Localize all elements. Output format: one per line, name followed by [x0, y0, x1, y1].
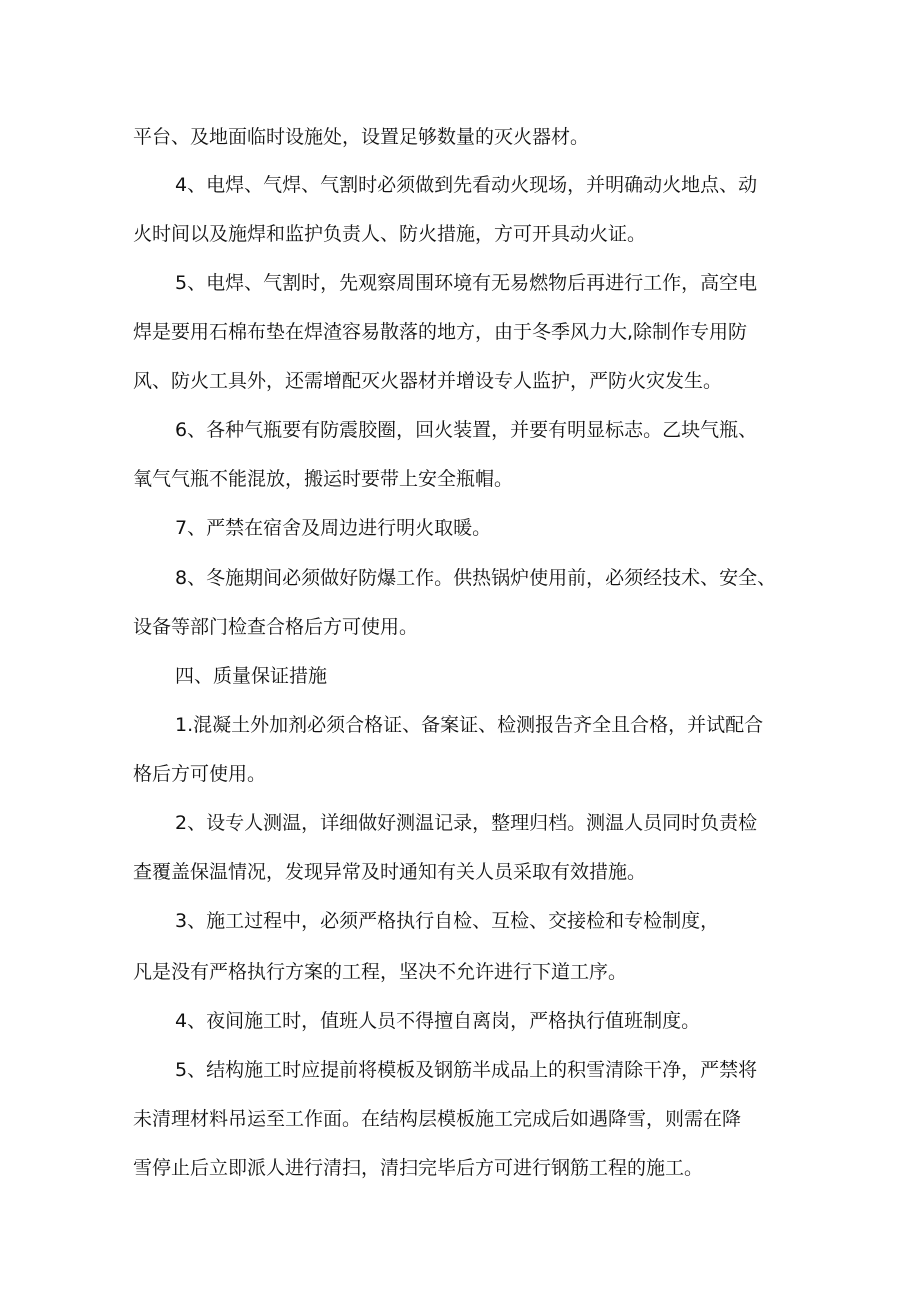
text-line: 格后方可使用。	[133, 763, 267, 785]
text-line: 5、电焊、气割时，先观察周围环境有无易燃物后再进行工作，高空电	[175, 272, 758, 294]
text-line: 2、设专人测温，详细做好测温记录，整理归档。测温人员同时负责检	[175, 812, 758, 834]
text-line: 7、严禁在宿舍及周边进行明火取暖。	[175, 517, 492, 539]
text-line: 5、结构施工时应提前将模板及钢筋半成品上的积雪清除干净，严禁将	[175, 1059, 758, 1081]
text-line: 查覆盖保温情况，发现异常及时通知有关人员采取有效措施。	[133, 861, 647, 883]
text-line: 4、电焊、气焊、气割时必须做到先看动火现场，并明确动火地点、动	[175, 174, 758, 196]
text-line: 火时间以及施焊和监护负责人、防火措施，方可开具动火证。	[133, 223, 647, 245]
text-line: 6、各种气瓶要有防震胶圈，回火装置，并要有明显标志。乙块气瓶、	[175, 419, 758, 441]
text-line: 设备等部门检查合格后方可使用。	[133, 616, 419, 638]
text-line: 未清理材料吊运至工作面。在结构层模板施工完成后如遇降雪，则需在降	[133, 1108, 742, 1130]
section-heading: 四、质量保证措施	[175, 665, 328, 687]
text-line: 平台、及地面临时设施处，设置足够数量的灭火器材。	[133, 126, 590, 148]
text-line: 风、防火工具外，还需增配灭火器材并增设专人监护，严防火灾发生。	[133, 370, 723, 392]
text-line: 雪停止后立即派人进行清扫，清扫完毕后方可进行钢筋工程的施工。	[133, 1157, 704, 1179]
text-line: 8、冬施期间必须做好防爆工作。供热锅炉使用前，必须经技术、安全、	[175, 567, 777, 589]
text-line: 氧气气瓶不能混放，搬运时要带上安全瓶帽。	[133, 468, 514, 490]
text-line: 3、施工过程中，必须严格执行自检、互检、交接检和专检制度，	[175, 910, 720, 932]
text-line: 凡是没有严格执行方案的工程，坚决不允许进行下道工序。	[133, 961, 628, 983]
text-line: 4、夜间施工时，值班人员不得擅自离岗，严格执行值班制度。	[175, 1010, 701, 1032]
text-line: 焊是要用石棉布垫在焊渣容易散落的地方，由于冬季风力大,除制作专用防	[133, 321, 748, 343]
text-line: 1.混凝土外加剂必须合格证、备案证、检测报告齐全且合格，并试配合	[175, 714, 764, 736]
